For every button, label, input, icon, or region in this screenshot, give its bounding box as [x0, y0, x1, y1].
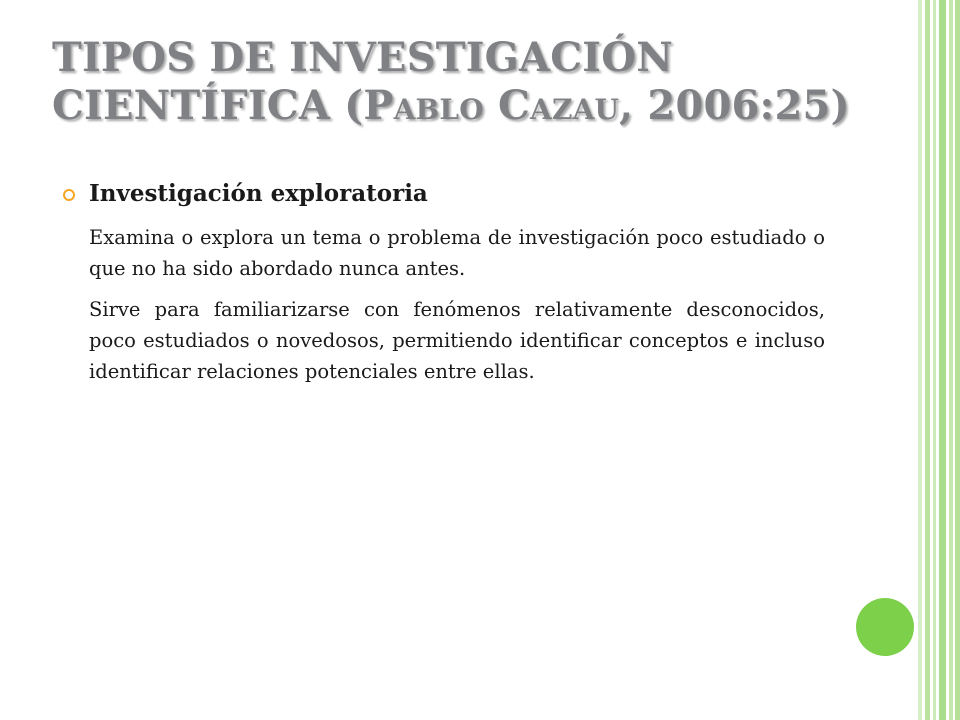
stripe	[949, 0, 953, 720]
stripe	[939, 0, 946, 720]
stripe	[955, 0, 960, 720]
title-line-2-suffix: , 2006:25)	[619, 82, 850, 129]
ring-bullet-icon	[62, 188, 76, 202]
stripe	[918, 0, 922, 720]
title-author-last: Cazau	[498, 82, 620, 129]
slide-title	[52, 34, 932, 130]
stripe	[933, 0, 936, 720]
paragraph-2: Sirve para familiarizarse con fenómenos relativamente desconocidos, poco estudiados o novedosos, permitiendo identificar conceptos e incluso identificar relaciones potenciales entre ellas.	[89, 298, 825, 383]
title-line-1: TIPOS DE INVESTIGACIÓN	[52, 34, 674, 81]
title-line-2	[52, 82, 932, 130]
decorative-green-circle	[856, 598, 914, 656]
paragraph-1: Examina o explora un tema o problema de investigación poco estudiado o que no ha sido abordado nunca antes.	[89, 226, 825, 280]
right-decorative-stripes	[918, 0, 960, 720]
stripe	[925, 0, 930, 720]
title-line-2-prefix: CIENTÍFICA (	[52, 82, 364, 129]
title-author-first: Pablo	[363, 82, 484, 129]
bullet-heading: Investigación exploratoria	[89, 180, 428, 207]
